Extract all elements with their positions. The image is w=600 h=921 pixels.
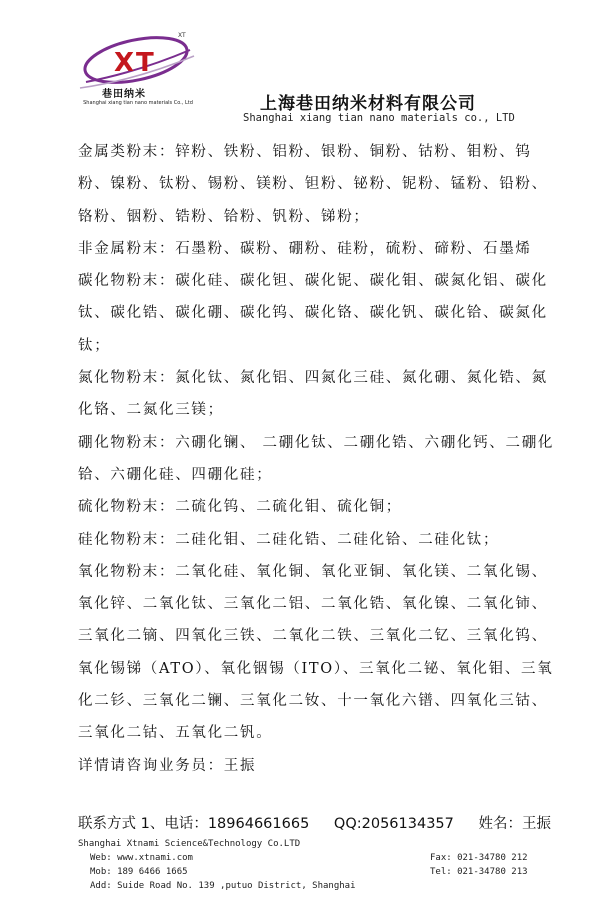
contact-line: [78, 812, 571, 833]
footer-company: Shanghai Xtnami Science&Technology Co.LTD: [78, 839, 301, 849]
logo-name-cn: 巷田纳米: [102, 89, 146, 100]
contact-qq: QQ:2056134357: [333, 816, 454, 832]
nitride-powders-paragraph: 氮化物粉末：氮化钛、氮化铝、四氮化三硅、氮化硼、氮化锆、氮化铬、二氮化三镁；: [78, 370, 548, 419]
carbide-powders-paragraph: 碳化物粉末：碳化硅、碳化钽、碳化铌、碳化钼、碳氮化铝、碳化钛、碳化锆、碳化硼、碳化钨、碳化铬、碳化钒、碳化铪、碳氮化钛；: [78, 273, 548, 354]
sulfide-powders-paragraph: 硫化物粉末：二硫化钨、二硫化钼、硫化铜；: [78, 499, 402, 516]
company-name-cn: 上海巷田纳米材料有限公司: [260, 94, 476, 114]
footer-fax: Fax: 021-34780 212: [430, 853, 528, 863]
product-list: [78, 136, 558, 782]
nonmetal-powders-paragraph: 非金属粉末：石墨粉、碳粉、硼粉、硅粉，硫粉、碲粉、石墨烯: [78, 240, 532, 257]
company-name-en: Shanghai xiang tian nano materials co., LTD: [243, 112, 515, 124]
footer-address: Add: Suide Road No. 139 ,putuo District, Shanghai: [90, 881, 356, 891]
logo-superscript: XT: [178, 32, 186, 39]
footer-row-web: [78, 851, 548, 865]
boride-powders-paragraph: 硼化物粉末：六硼化镧、 二硼化钛、二硼化锆、六硼化钙、二硼化铪、六硼化硅、四硼化硅；: [78, 434, 555, 483]
footer-web: Web: www.xtnami.com: [90, 853, 193, 863]
oxide-powders-paragraph: 氧化物粉末：二氧化硅、氧化铜、氧化亚铜、氧化镁、二氧化锡、氧化锌、二氧化钛、三氧化二铝、二氧化锆、氧化镍、二氧化铈、三氧化二镝、四氧化三铁、二氧化二铁、三氧化二钇、三氧化钨、氧化锡锑（ATO）、氧化铟锡（ITO）、三氧化二铋、氧化钼、三氧化二钐、三氧化二镧、三氧化二钕、十一氧化六镨、四氧化三钴、三氧化二钴、五氧化二钒。: [78, 563, 554, 742]
silicide-powders-paragraph: 硅化物粉末：二硅化钼、二硅化锆、二硅化铪、二硅化钛；: [78, 531, 500, 548]
footer: [78, 837, 548, 893]
logo-name-en: Shanghai xiang tian nano materials Co., Ltd: [83, 100, 193, 106]
contact-phone: 联系方式 1、电话：18964661665: [78, 816, 310, 832]
logo-mark: XT: [114, 48, 156, 78]
company-logo: [78, 30, 198, 110]
footer-tel: Tel: 021-34780 213: [430, 867, 528, 877]
contact-name: 姓名：王振: [478, 816, 551, 832]
metal-powders-paragraph: 金属类粉末：锌粉、铁粉、铝粉、银粉、铜粉、钴粉、钼粉、钨粉、镍粉、钛粉、锡粉、镁粉、钽粉、铋粉、铌粉、锰粉、铅粉、铬粉、铟粉、锆粉、铪粉、钒粉、锑粉；: [78, 144, 548, 225]
footer-mob: Mob: 189 6466 1665: [90, 867, 188, 877]
inquiry-note: 详情请咨询业务员：王振: [78, 757, 257, 774]
footer-row-mob: [78, 865, 548, 879]
